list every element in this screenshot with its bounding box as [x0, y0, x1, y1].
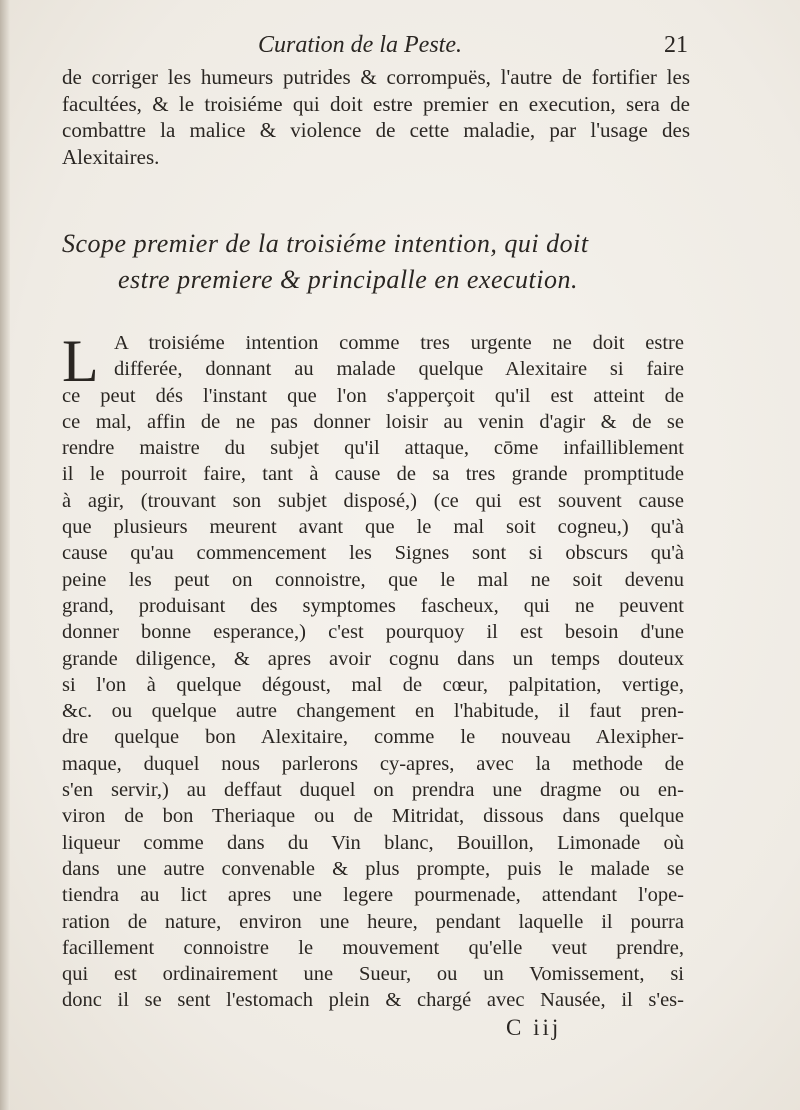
- body-line: cause qu'au commencement les Signes sont si obscurs qu'à: [62, 542, 684, 565]
- body-line: dans une autre convenable & plus prompte, puis le malade se: [62, 857, 684, 880]
- page-gutter-shadow: [0, 0, 10, 1110]
- body-line: à agir, (trouvant son subjet disposé,) (ce qui est souvent cause: [62, 489, 684, 512]
- body-line: maque, duquel nous parlerons cy-apres, avec la methode de: [62, 752, 684, 775]
- body-line: grande diligence, & apres avoir cognu dans un temps douteux: [62, 647, 684, 670]
- body-line: facillement connoistre le mouvement qu'elle veut prendre,: [62, 936, 684, 959]
- body-line: il le pourroit faire, tant à cause de sa tres grande promptitude: [62, 463, 684, 486]
- section-heading-line-2: estre premiere & principalle en execution.: [118, 265, 578, 294]
- body-line: rendre maistre du subjet qu'il attaque, cōme infailliblement: [62, 437, 684, 460]
- body-line: si l'on à quelque dégoust, mal de cœur, palpitation, vertige,: [62, 673, 684, 696]
- body-line: qui est ordinairement une Sueur, ou un Vomissement, si: [62, 963, 684, 986]
- intro-paragraph: de corriger les humeurs putrides & corrompuës, l'autre de fortifier les facultées, & le troisiéme qui doit estre premier en execution, sera de combattre la malice & violence de cette maladie, par l'usage des Alexitaires.: [62, 65, 690, 169]
- drop-cap: L: [62, 328, 99, 394]
- body-line: A troisiéme intention comme tres urgente ne doit estre: [114, 332, 684, 354]
- body-line: dre quelque bon Alexitaire, comme le nouveau Alexipher-: [62, 726, 684, 749]
- body-line: tiendra au lict apres une legere pourmenade, attendant l'ope-: [62, 884, 684, 907]
- body-paragraph: [62, 330, 684, 1014]
- body-line: donc il se sent l'estomach plein & chargé avec Nausée, il s'es-: [62, 989, 684, 1012]
- body-line: differée, donnant au malade quelque Alexitaire si faire: [114, 358, 684, 381]
- body-line: liqueur comme dans du Vin blanc, Bouillon, Limonade où: [62, 831, 684, 854]
- body-line: viron de bon Theriaque ou de Mitridat, dissous dans quelque: [62, 805, 684, 828]
- body-line: grand, produisant des symptomes fascheux, qui ne peuvent: [62, 594, 684, 617]
- running-title: Curation de la Peste.: [258, 32, 462, 58]
- signature-mark: C iij: [506, 1015, 562, 1040]
- body-line: ration de nature, environ une heure, pendant laquelle il pourra: [62, 910, 684, 933]
- section-heading: [62, 226, 690, 298]
- body-line: peine les peut on connoistre, que le mal ne soit devenu: [62, 568, 684, 591]
- page-number: 21: [664, 32, 688, 58]
- body-line: s'en servir,) au deffaut duquel on prendra une dragme ou en-: [62, 779, 684, 802]
- section-heading-line-1: Scope premier de la troisiéme intention, qui doit: [62, 229, 589, 258]
- body-line: ce mal, affin de ne pas donner loisir au venin d'agir & de se: [62, 410, 684, 433]
- body-line: ce peut dés l'instant que l'on s'apperçoit qu'il est atteint de: [62, 384, 684, 407]
- body-line: que plusieurs meurent avant que le mal soit cogneu,) qu'à: [62, 516, 684, 539]
- body-line: &c. ou quelque autre changement en l'habitude, il faut pren-: [62, 700, 684, 723]
- body-line: donner bonne esperance,) c'est pourquoy il est besoin d'une: [62, 621, 684, 644]
